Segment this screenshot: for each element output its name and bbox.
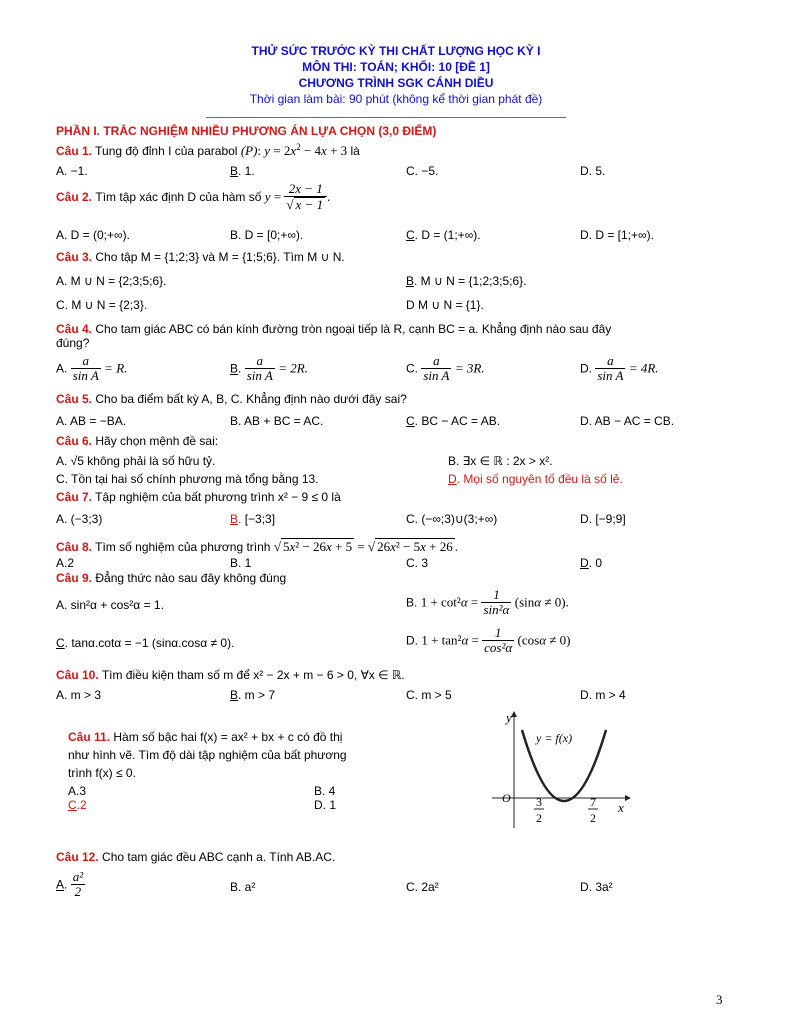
- exam-time: Thời gian làm bài: 90 phút (không kể thời gian phát đề): [249, 92, 543, 106]
- exam-title: THỬ SỨC TRƯỚC KỲ THI CHẤT LƯỢNG HỌC KỲ I: [251, 44, 541, 58]
- q3-option-c[interactable]: C. M ∪ N = {2;3}.: [56, 298, 148, 312]
- q7-option-d[interactable]: D. [−9;9]: [580, 512, 626, 526]
- exam-subject: MÔN THI: TOÁN; KHỐI: 10 [ĐỀ 1]: [302, 60, 490, 74]
- q1-option-b[interactable]: B. 1.: [230, 164, 255, 178]
- question-8: Câu 8. Tìm số nghiệm của phương trình √ 5x² − 26x + 5 = √ 26x² − 5x + 26 .: [56, 539, 458, 554]
- q10-option-b[interactable]: B. m > 7: [230, 688, 276, 702]
- section-title: PHẦN I. TRẮC NGHIỆM NHIỀU PHƯƠNG ÁN LỰA CHỌN (3,0 ĐIỂM): [56, 124, 437, 138]
- q1-option-a[interactable]: A. −1.: [56, 164, 88, 178]
- svg-text:3: 3: [536, 795, 542, 809]
- question-11: Câu 11. Hàm số bậc hai f(x) = ax² + bx + c có đồ thị: [68, 730, 343, 744]
- q10-option-d[interactable]: D. m > 4: [580, 688, 626, 702]
- q11-option-a[interactable]: A.3: [68, 784, 87, 798]
- question-7: Câu 7. Tập nghiệm của bất phương trình x² − 9 ≤ 0 là: [56, 490, 341, 504]
- q6-option-d[interactable]: D. Mọi số nguyên tố đều là số lẻ.: [448, 472, 623, 486]
- question-2: Câu 2. Tìm tập xác định D của hàm số y = $\frac{2x - 1}{√ x - 1}$ .: [56, 181, 331, 212]
- q7-option-b[interactable]: B. [−3;3]: [230, 512, 276, 526]
- q9-option-a[interactable]: A. sin²α + cos²α = 1.: [56, 598, 164, 612]
- q12-option-d[interactable]: D. 3a²: [580, 880, 613, 894]
- q8-option-a[interactable]: A.2: [56, 556, 75, 570]
- q4-option-c[interactable]: C. $\frac{a}{\text{sin A}}$ = 3R.: [406, 353, 485, 383]
- q5-option-d[interactable]: D. AB − AC = CB.: [580, 414, 675, 428]
- q8-option-d[interactable]: D. 0: [580, 556, 603, 570]
- question-5: Câu 5. Cho ba điểm bất kỳ A, B, C. Khẳng định nào dưới đây sai?: [56, 392, 407, 406]
- question-1: Câu 1. Tung độ đỉnh I của parabol (P): $y = 2x^2 - 4x + 3$ là: [56, 142, 360, 158]
- origin-label: O: [502, 791, 511, 805]
- q3-option-d[interactable]: D M ∪ N = {1}.: [406, 298, 484, 312]
- question-11-cont: như hình vẽ. Tìm độ dài tập nghiệm của bất phương: [68, 748, 347, 762]
- q1-option-c[interactable]: C. −5.: [406, 164, 439, 178]
- q12-option-c[interactable]: C. 2a²: [406, 880, 439, 894]
- question-11-cont2: trình f(x) ≤ 0.: [68, 766, 136, 780]
- q11-option-b[interactable]: B. 4: [314, 784, 336, 798]
- svg-text:2: 2: [536, 811, 542, 825]
- y-axis-label: y: [506, 710, 512, 725]
- q3-option-b[interactable]: B. M ∪ N = {1;2;3;5;6}.: [406, 274, 527, 288]
- q6-option-a[interactable]: A. √5 không phải là số hữu tỷ.: [56, 454, 216, 468]
- q5-option-a[interactable]: A. AB = −BA.: [56, 414, 127, 428]
- root2-label: [588, 795, 598, 825]
- q6-option-c[interactable]: C. Tồn tại hai số chính phương mà tổng bằng 13.: [56, 472, 319, 486]
- q9-option-c[interactable]: C. tanα.cotα = −1 (sinα.cosα ≠ 0).: [56, 636, 235, 650]
- q5-option-b[interactable]: B. AB + BC = AC.: [230, 414, 324, 428]
- root1-label: [534, 795, 544, 825]
- q4-option-b[interactable]: B. $\frac{a}{\text{sin A}}$ = 2R.: [230, 353, 308, 383]
- q10-option-c[interactable]: C. m > 5: [406, 688, 452, 702]
- function-label: y = f(x): [536, 731, 573, 745]
- question-4-cont: đúng?: [56, 336, 90, 350]
- q9-option-b[interactable]: B. 1 + cot²α = $\frac{1}{\text{sin²α}}$ (sinα ≠ 0).: [406, 587, 569, 617]
- question-10: Câu 10. Tìm điều kiện tham số m để x² − 2x + m − 6 > 0, ∀x ∈ ℝ.: [56, 668, 405, 682]
- q10-option-a[interactable]: A. m > 3: [56, 688, 102, 702]
- page-number: 3: [716, 992, 723, 1007]
- parabola-graph: [488, 708, 638, 832]
- q8-option-c[interactable]: C. 3: [406, 556, 429, 570]
- q12-option-b[interactable]: B. a²: [230, 880, 256, 894]
- svg-text:2: 2: [590, 811, 596, 825]
- q7-option-a[interactable]: A. (−3;3): [56, 512, 103, 526]
- svg-text:7: 7: [590, 795, 596, 809]
- q2-option-d[interactable]: D. D = [1;+∞).: [580, 228, 654, 242]
- q2-option-c[interactable]: C. D = (1;+∞).: [406, 228, 481, 242]
- q8-option-b[interactable]: B. 1: [230, 556, 252, 570]
- q12-option-a[interactable]: A. $\frac{\text{a²}}{2}$: [56, 869, 84, 899]
- q7-option-c[interactable]: C. (−∞;3)∪(3;+∞): [406, 512, 498, 526]
- q9-option-d[interactable]: D. 1 + tan²α = $\frac{1}{\text{cos²α}}$ (cosα ≠ 0): [406, 625, 571, 655]
- q11-option-c[interactable]: C.2: [68, 798, 87, 812]
- q4-option-d[interactable]: D. $\frac{a}{\text{sin A}}$ = 4R.: [580, 353, 659, 383]
- q3-option-a[interactable]: A. M ∪ N = {2;3;5;6}.: [56, 274, 167, 288]
- q4-option-a[interactable]: A. $\frac{a}{\text{sin A}}$ = R.: [56, 353, 128, 383]
- q2-option-a[interactable]: A. D = (0;+∞).: [56, 228, 130, 242]
- q1-option-d[interactable]: D. 5.: [580, 164, 606, 178]
- q11-option-d[interactable]: D. 1: [314, 798, 337, 812]
- q6-option-b[interactable]: B. ∃x ∈ ℝ : 2x > x².: [448, 454, 553, 468]
- exam-program: CHƯƠNG TRÌNH SGK CÁNH DIỀU: [298, 76, 494, 90]
- x-axis-label: x: [618, 800, 624, 815]
- question-12: Câu 12. Cho tam giác đều ABC cạnh a. Tính AB.AC.: [56, 850, 336, 864]
- q2-option-b[interactable]: B. D = [0;+∞).: [230, 228, 304, 242]
- header-divider: [206, 117, 566, 118]
- question-4: Câu 4. Cho tam giác ABC có bán kính đường tròn ngoại tiếp là R, cạnh BC = a. Khẳng định nào sau đây: [56, 322, 612, 336]
- question-3: Câu 3. Cho tập M = {1;2;3} và M = {1;5;6}. Tìm M ∪ N.: [56, 250, 345, 264]
- q5-option-c[interactable]: C. BC − AC = AB.: [406, 414, 501, 428]
- question-6: Câu 6. Hãy chọn mệnh đề sai:: [56, 434, 219, 448]
- question-9: Câu 9. Đẳng thức nào sau đây không đúng: [56, 571, 287, 585]
